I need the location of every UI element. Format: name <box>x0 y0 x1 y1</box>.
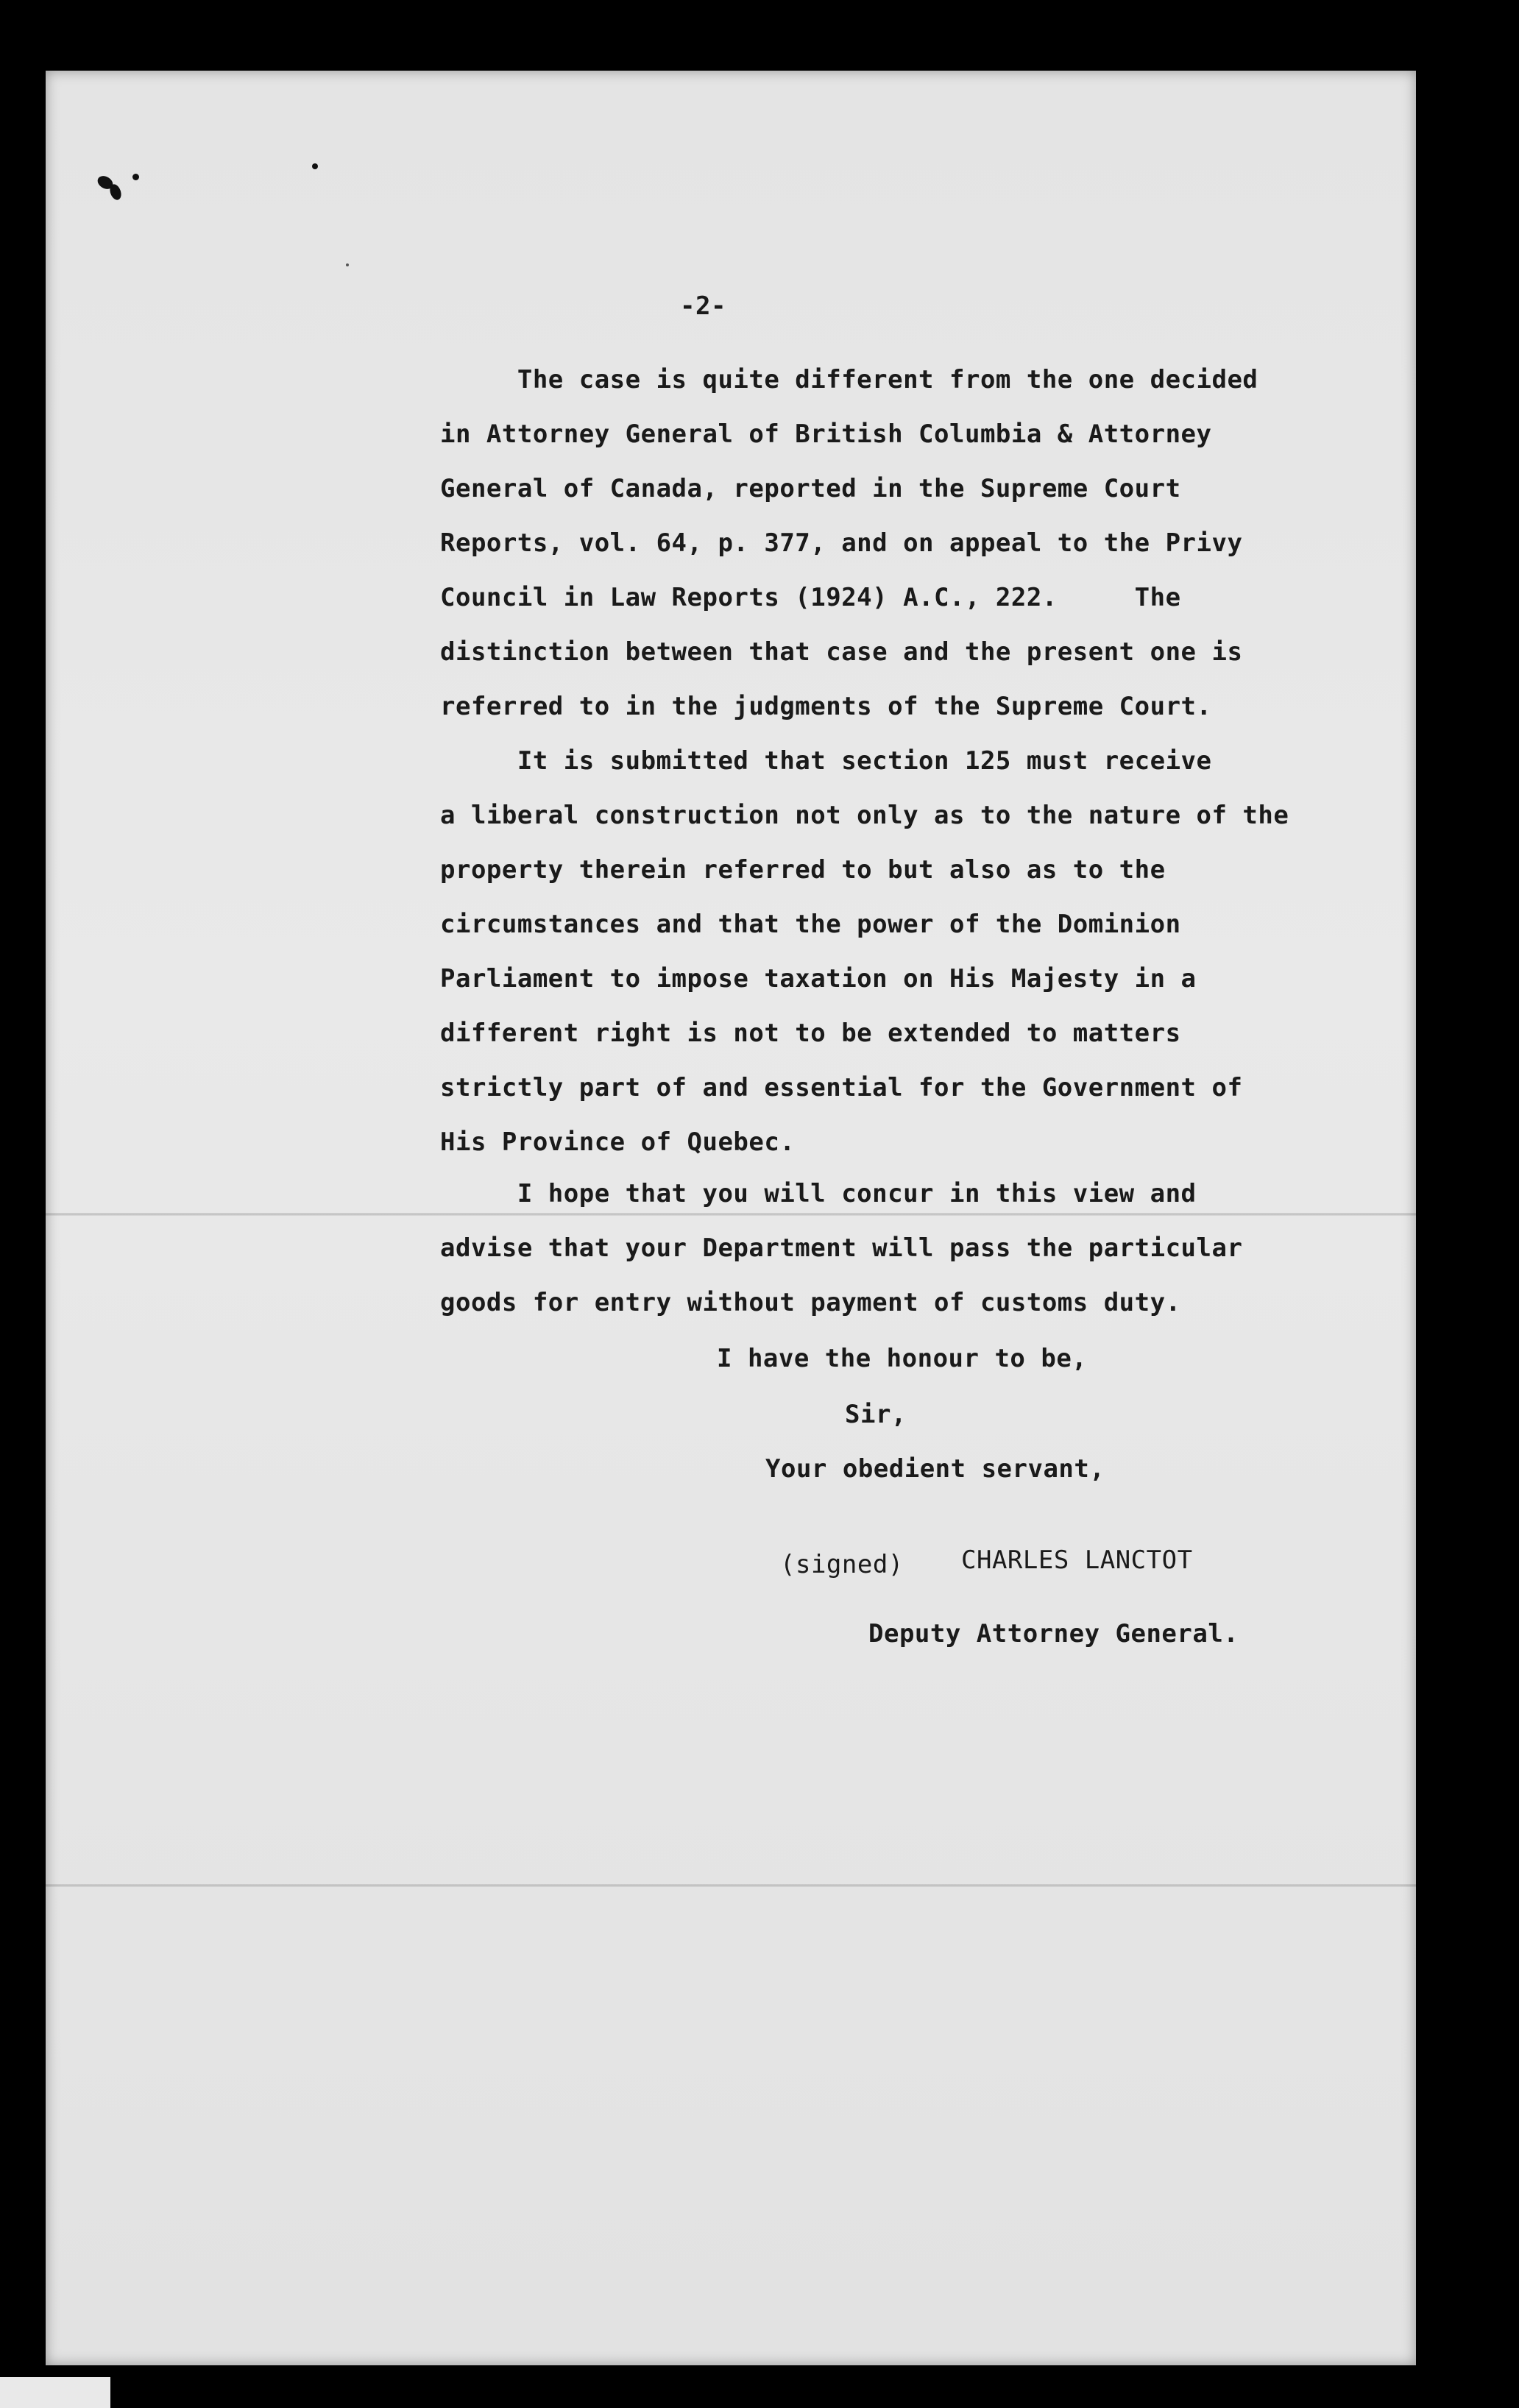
paper-fold-line <box>46 1213 1416 1216</box>
text-line: Reports, vol. 64, p. 377, and on appeal to the Privy <box>440 528 1243 558</box>
paper-fold-line <box>46 1884 1416 1887</box>
closing-line: Your obedient servant, <box>765 1454 1105 1484</box>
closing-salutation: Sir, <box>845 1400 907 1429</box>
text-line: Council in Law Reports (1924) A.C., 222. The <box>440 583 1181 612</box>
text-line: in Attorney General of British Columbia & Attorney <box>440 419 1212 449</box>
page-corner-tab <box>0 2377 110 2408</box>
text-line: property therein referred to but also as to the <box>440 855 1166 885</box>
text-line: distinction between that case and the present one is <box>440 637 1243 667</box>
text-line: I hope that you will concur in this view and <box>440 1179 1197 1208</box>
text-line: General of Canada, reported in the Supreme Court <box>440 474 1181 503</box>
ink-smudge <box>312 163 318 169</box>
ink-speck <box>346 263 349 266</box>
ink-smudge <box>132 174 139 180</box>
text-line: It is submitted that section 125 must receive <box>440 746 1212 776</box>
document-page <box>46 71 1416 2365</box>
page-number: -2- <box>680 291 726 321</box>
text-line: Parliament to impose taxation on His Majesty in a <box>440 964 1197 994</box>
signed-label: (signed) <box>780 1550 904 1579</box>
text-line: circumstances and that the power of the Dominion <box>440 910 1181 939</box>
closing-line: I have the honour to be, <box>717 1344 1088 1373</box>
signatory-name: CHARLES LANCTOT <box>961 1545 1193 1575</box>
text-line: strictly part of and essential for the Government of <box>440 1073 1243 1102</box>
text-line: The case is quite different from the one decided <box>440 365 1258 394</box>
text-line: a liberal construction not only as to the nature of the <box>440 801 1289 830</box>
text-line: His Province of Quebec. <box>440 1127 796 1157</box>
signatory-title: Deputy Attorney General. <box>868 1619 1239 1649</box>
text-line: referred to in the judgments of the Supreme Court. <box>440 692 1212 721</box>
text-line: different right is not to be extended to matters <box>440 1019 1181 1048</box>
text-line: goods for entry without payment of customs duty. <box>440 1288 1181 1317</box>
text-line: advise that your Department will pass the particular <box>440 1233 1243 1263</box>
